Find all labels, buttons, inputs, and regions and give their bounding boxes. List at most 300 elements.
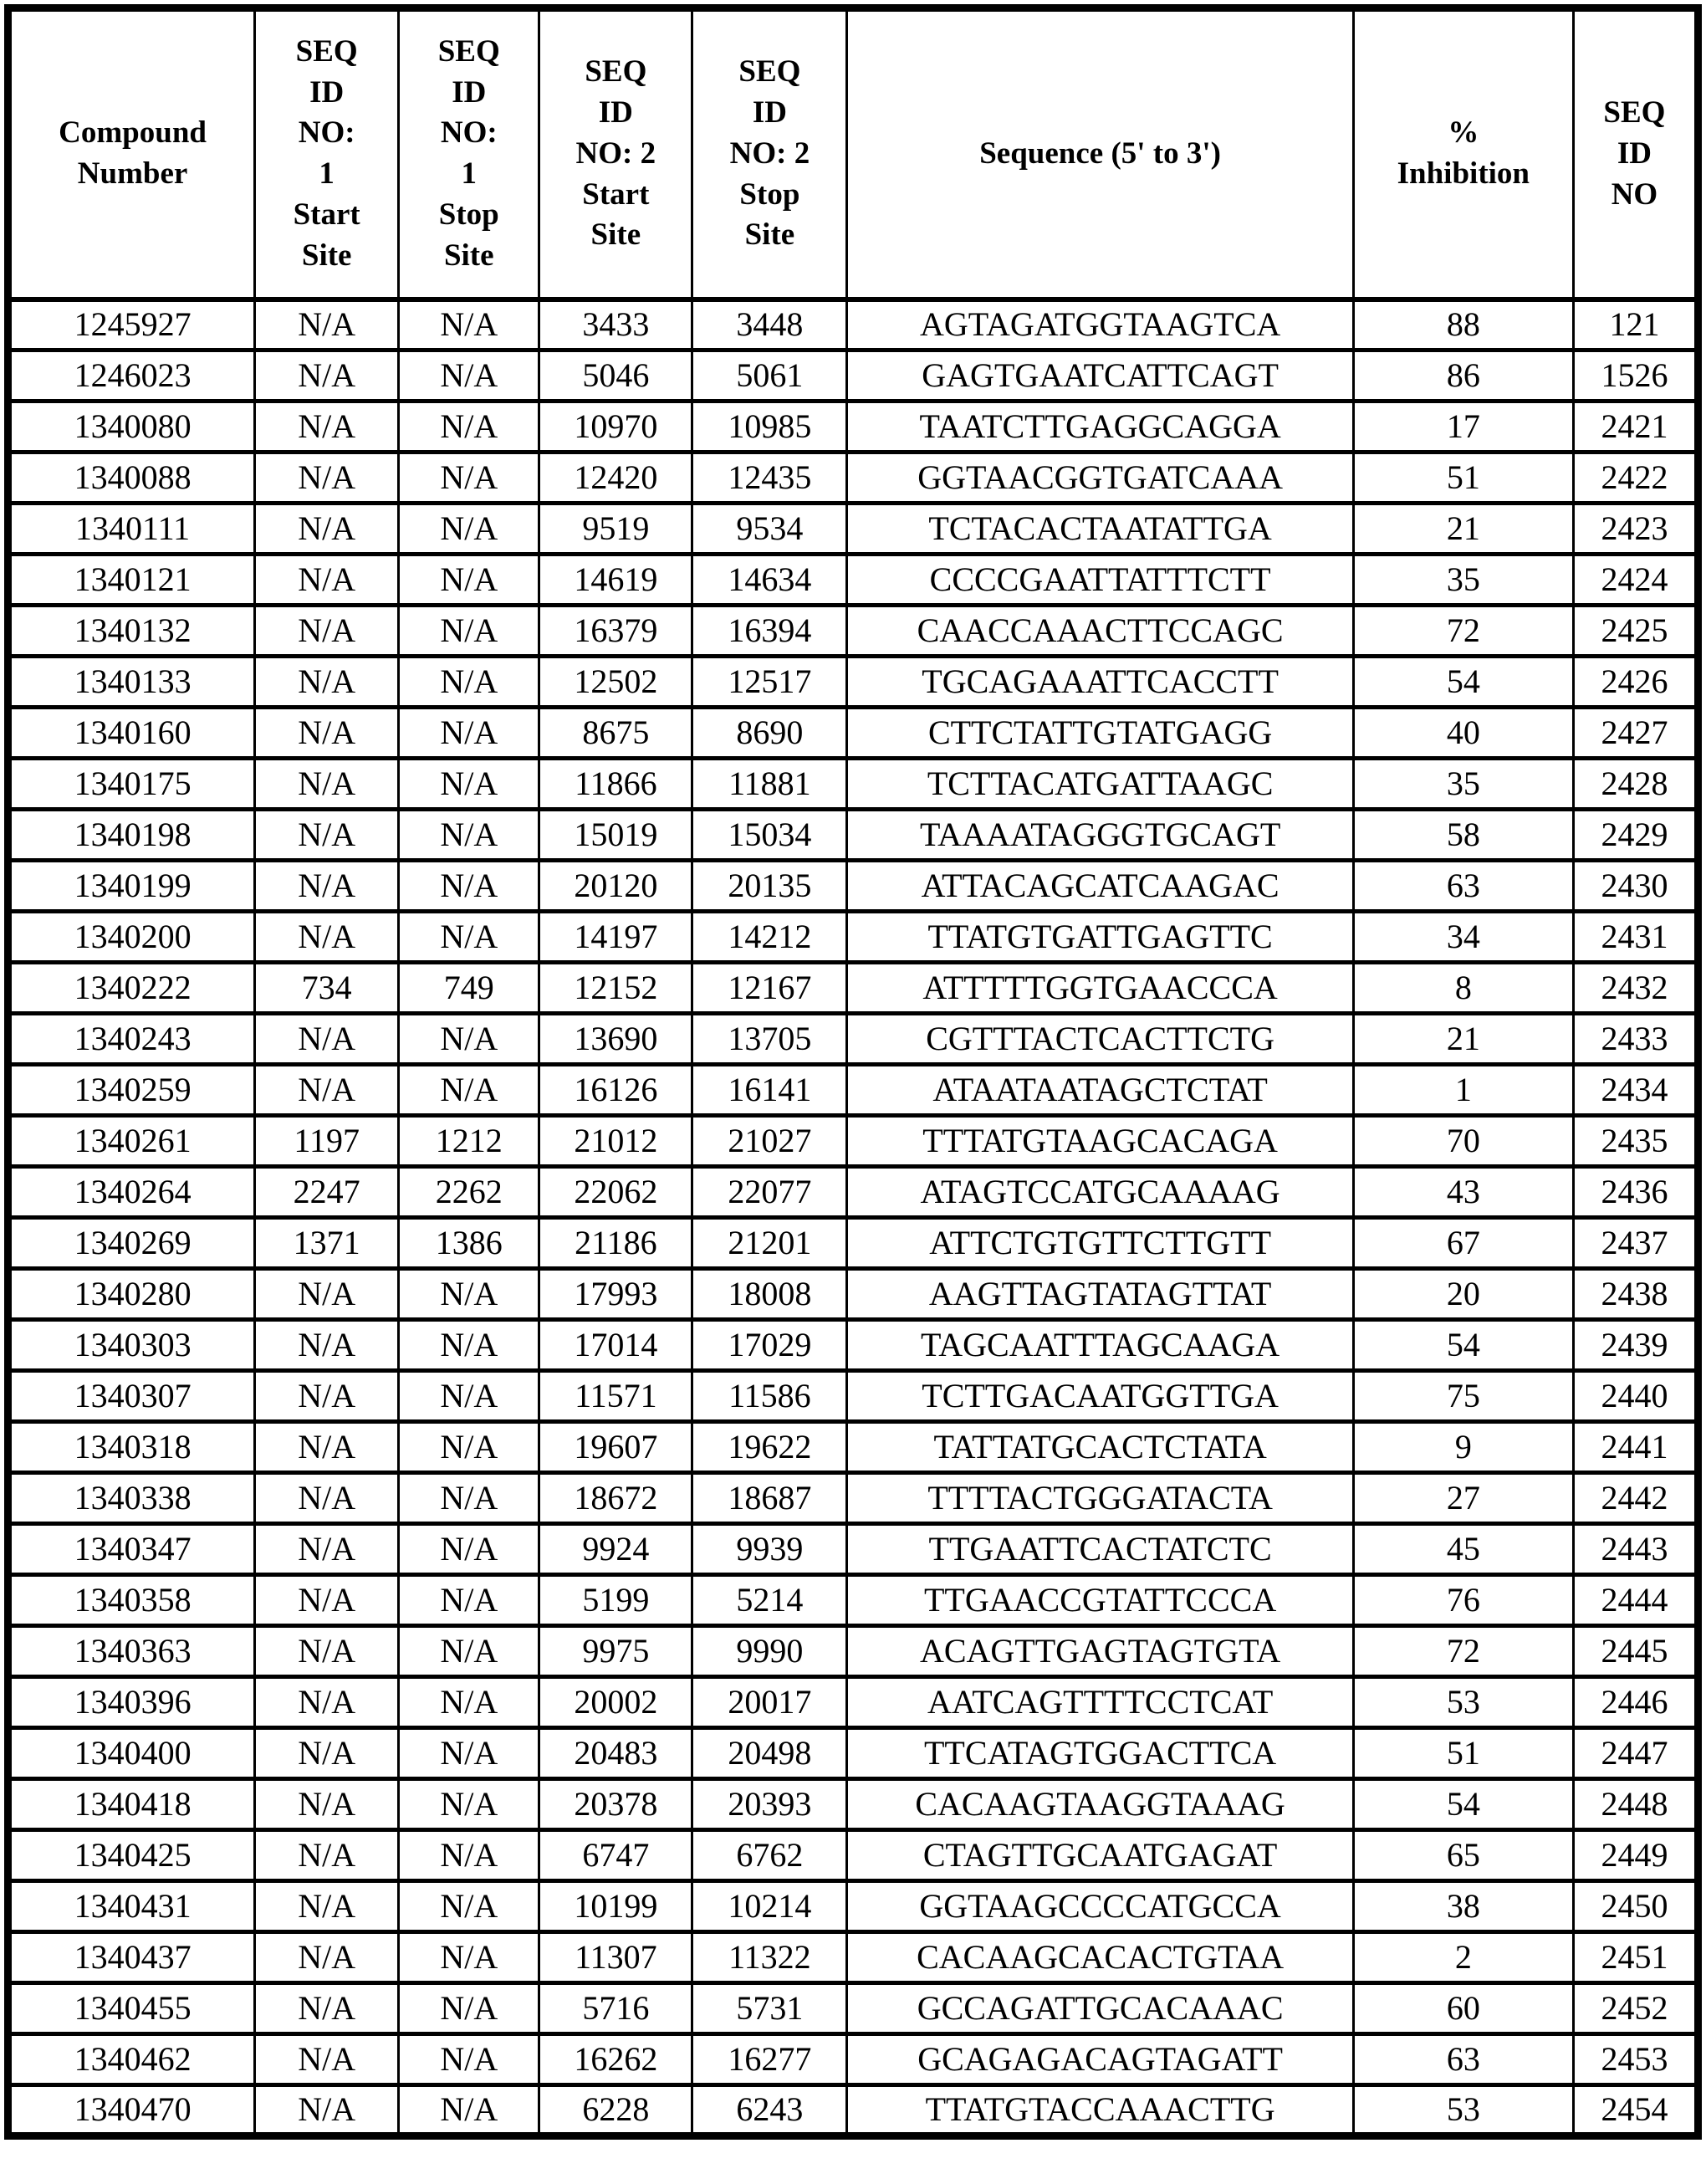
cell-seq2-start-site: 9519 [539, 504, 692, 555]
cell-percent-inhibition: 88 [1353, 299, 1573, 350]
cell-seq2-stop-site: 16394 [692, 606, 847, 657]
cell-sequence: GCCAGATTGCACAAAC [847, 1983, 1353, 2034]
table-row [8, 1422, 1698, 1473]
cell-seq1-start-site: N/A [255, 1065, 399, 1116]
cell-percent-inhibition: 20 [1353, 1269, 1573, 1320]
cell-seq2-start-site: 14197 [539, 912, 692, 963]
cell-compound-number: 1340431 [8, 1881, 255, 1932]
table-row [8, 1473, 1698, 1524]
cell-seq2-stop-site: 13705 [692, 1014, 847, 1065]
cell-percent-inhibition: 72 [1353, 606, 1573, 657]
table-row [8, 504, 1698, 555]
cell-compound-number: 1340269 [8, 1218, 255, 1269]
cell-seq1-stop-site: 2262 [399, 1167, 539, 1218]
cell-seq2-start-site: 8675 [539, 708, 692, 759]
cell-seq2-start-site: 6747 [539, 1830, 692, 1881]
cell-sequence: ATAATAATAGCTCTAT [847, 1065, 1353, 1116]
table-body [8, 299, 1698, 2136]
cell-seq2-stop-site: 11881 [692, 759, 847, 810]
cell-seq2-stop-site: 21027 [692, 1116, 847, 1167]
cell-seq-id-no: 2445 [1573, 1626, 1698, 1677]
cell-sequence: GGTAACGGTGATCAAA [847, 453, 1353, 504]
cell-compound-number: 1340199 [8, 861, 255, 912]
cell-sequence: TTTTACTGGGATACTA [847, 1473, 1353, 1524]
cell-seq2-stop-site: 18008 [692, 1269, 847, 1320]
cell-seq-id-no: 2439 [1573, 1320, 1698, 1371]
cell-percent-inhibition: 75 [1353, 1371, 1573, 1422]
cell-seq-id-no: 2449 [1573, 1830, 1698, 1881]
cell-seq-id-no: 2447 [1573, 1728, 1698, 1779]
cell-seq2-stop-site: 14634 [692, 555, 847, 606]
cell-seq1-stop-site: N/A [399, 1779, 539, 1830]
cell-seq2-start-site: 19607 [539, 1422, 692, 1473]
cell-compound-number: 1340222 [8, 963, 255, 1014]
cell-compound-number: 1340462 [8, 2034, 255, 2085]
cell-percent-inhibition: 9 [1353, 1422, 1573, 1473]
cell-seq-id-no: 2441 [1573, 1422, 1698, 1473]
cell-seq1-stop-site: N/A [399, 2085, 539, 2136]
table-row [8, 2085, 1698, 2136]
cell-sequence: CTAGTTGCAATGAGAT [847, 1830, 1353, 1881]
cell-percent-inhibition: 40 [1353, 708, 1573, 759]
cell-percent-inhibition: 53 [1353, 1677, 1573, 1728]
cell-percent-inhibition: 54 [1353, 657, 1573, 708]
cell-seq1-start-site: N/A [255, 1575, 399, 1626]
cell-seq2-stop-site: 5061 [692, 350, 847, 402]
cell-seq2-start-site: 9975 [539, 1626, 692, 1677]
cell-sequence: ATTTTTGGTGAACCCA [847, 963, 1353, 1014]
cell-seq1-start-site: 1371 [255, 1218, 399, 1269]
cell-compound-number: 1340303 [8, 1320, 255, 1371]
cell-seq1-stop-site: N/A [399, 810, 539, 861]
cell-seq1-stop-site: N/A [399, 1371, 539, 1422]
cell-seq1-start-site: N/A [255, 708, 399, 759]
cell-seq2-start-site: 20483 [539, 1728, 692, 1779]
cell-seq-id-no: 2448 [1573, 1779, 1698, 1830]
cell-seq1-stop-site: N/A [399, 912, 539, 963]
cell-seq2-start-site: 17014 [539, 1320, 692, 1371]
cell-seq-id-no: 2436 [1573, 1167, 1698, 1218]
cell-sequence: CACAAGTAAGGTAAAG [847, 1779, 1353, 1830]
cell-percent-inhibition: 38 [1353, 1881, 1573, 1932]
cell-seq-id-no: 2453 [1573, 2034, 1698, 2085]
cell-compound-number: 1340080 [8, 402, 255, 453]
cell-seq2-stop-site: 8690 [692, 708, 847, 759]
cell-seq1-start-site: N/A [255, 1422, 399, 1473]
cell-seq1-start-site: N/A [255, 1269, 399, 1320]
cell-seq-id-no: 2429 [1573, 810, 1698, 861]
cell-seq2-stop-site: 10985 [692, 402, 847, 453]
table-row [8, 1167, 1698, 1218]
cell-sequence: ACAGTTGAGTAGTGTA [847, 1626, 1353, 1677]
cell-seq2-stop-site: 12517 [692, 657, 847, 708]
cell-seq2-start-site: 16126 [539, 1065, 692, 1116]
cell-compound-number: 1340396 [8, 1677, 255, 1728]
cell-seq2-stop-site: 16141 [692, 1065, 847, 1116]
cell-seq1-stop-site: N/A [399, 1932, 539, 1983]
cell-seq1-stop-site: N/A [399, 1065, 539, 1116]
cell-seq2-start-site: 12502 [539, 657, 692, 708]
cell-sequence: TTATGTGATTGAGTTC [847, 912, 1353, 963]
cell-seq2-stop-site: 14212 [692, 912, 847, 963]
table-header [8, 8, 1698, 299]
cell-seq-id-no: 2433 [1573, 1014, 1698, 1065]
cell-sequence: GAGTGAATCATTCAGT [847, 350, 1353, 402]
cell-seq2-start-site: 20120 [539, 861, 692, 912]
header-seq1-stop-site: SEQ ID NO: 1 Stop Site [399, 8, 539, 299]
cell-seq2-stop-site: 12167 [692, 963, 847, 1014]
cell-seq1-stop-site: N/A [399, 1677, 539, 1728]
cell-percent-inhibition: 1 [1353, 1065, 1573, 1116]
table-row [8, 963, 1698, 1014]
cell-seq1-start-site: N/A [255, 1626, 399, 1677]
cell-seq1-start-site: N/A [255, 1881, 399, 1932]
cell-seq2-start-site: 5046 [539, 350, 692, 402]
cell-seq1-stop-site: N/A [399, 453, 539, 504]
cell-percent-inhibition: 76 [1353, 1575, 1573, 1626]
cell-seq1-start-site: N/A [255, 350, 399, 402]
table-row [8, 1014, 1698, 1065]
cell-seq1-start-site: N/A [255, 2085, 399, 2136]
cell-seq2-start-site: 5716 [539, 1983, 692, 2034]
cell-seq2-start-site: 17993 [539, 1269, 692, 1320]
table-row [8, 912, 1698, 963]
cell-percent-inhibition: 70 [1353, 1116, 1573, 1167]
cell-compound-number: 1340261 [8, 1116, 255, 1167]
cell-seq2-stop-site: 20393 [692, 1779, 847, 1830]
cell-seq1-stop-site: N/A [399, 657, 539, 708]
cell-compound-number: 1340437 [8, 1932, 255, 1983]
cell-seq1-stop-site: 1212 [399, 1116, 539, 1167]
cell-seq-id-no: 2424 [1573, 555, 1698, 606]
cell-percent-inhibition: 21 [1353, 504, 1573, 555]
cell-seq2-stop-site: 22077 [692, 1167, 847, 1218]
cell-seq-id-no: 2437 [1573, 1218, 1698, 1269]
cell-compound-number: 1340132 [8, 606, 255, 657]
cell-compound-number: 1340425 [8, 1830, 255, 1881]
cell-compound-number: 1245927 [8, 299, 255, 350]
cell-sequence: TAAAATAGGGTGCAGT [847, 810, 1353, 861]
cell-seq2-start-site: 5199 [539, 1575, 692, 1626]
header-row [8, 8, 1698, 299]
cell-sequence: TCTTACATGATTAAGC [847, 759, 1353, 810]
cell-seq1-stop-site: N/A [399, 606, 539, 657]
cell-sequence: GGTAAGCCCCATGCCA [847, 1881, 1353, 1932]
cell-sequence: TCTACACTAATATTGA [847, 504, 1353, 555]
cell-percent-inhibition: 51 [1353, 453, 1573, 504]
table-row [8, 1932, 1698, 1983]
cell-compound-number: 1340347 [8, 1524, 255, 1575]
cell-seq-id-no: 2452 [1573, 1983, 1698, 2034]
cell-sequence: CCCCGAATTATTTCTT [847, 555, 1353, 606]
cell-compound-number: 1340363 [8, 1626, 255, 1677]
cell-seq2-stop-site: 20017 [692, 1677, 847, 1728]
cell-seq1-start-site: 2247 [255, 1167, 399, 1218]
cell-seq1-stop-site: 749 [399, 963, 539, 1014]
cell-seq1-start-site: N/A [255, 912, 399, 963]
cell-compound-number: 1340338 [8, 1473, 255, 1524]
table-row [8, 708, 1698, 759]
cell-percent-inhibition: 58 [1353, 810, 1573, 861]
cell-seq2-stop-site: 11322 [692, 1932, 847, 1983]
cell-sequence: TTATGTACCAAACTTG [847, 2085, 1353, 2136]
cell-seq-id-no: 2446 [1573, 1677, 1698, 1728]
cell-seq-id-no: 2427 [1573, 708, 1698, 759]
table-row [8, 1320, 1698, 1371]
cell-sequence: TTTATGTAAGCACAGA [847, 1116, 1353, 1167]
cell-seq2-start-site: 3433 [539, 299, 692, 350]
cell-sequence: TTGAATTCACTATCTC [847, 1524, 1353, 1575]
cell-seq1-start-site: N/A [255, 1473, 399, 1524]
compound-sequence-table [4, 4, 1702, 2140]
cell-seq1-stop-site: N/A [399, 1983, 539, 2034]
cell-seq1-start-site: N/A [255, 402, 399, 453]
cell-sequence: AAGTTAGTATAGTTAT [847, 1269, 1353, 1320]
cell-seq2-stop-site: 9939 [692, 1524, 847, 1575]
table-row [8, 350, 1698, 402]
table-row [8, 1575, 1698, 1626]
cell-compound-number: 1340400 [8, 1728, 255, 1779]
cell-seq2-start-site: 16262 [539, 2034, 692, 2085]
header-seq2-start-site: SEQ ID NO: 2 Start Site [539, 8, 692, 299]
cell-percent-inhibition: 63 [1353, 861, 1573, 912]
cell-seq-id-no: 2450 [1573, 1881, 1698, 1932]
cell-sequence: CACAAGCACACTGTAA [847, 1932, 1353, 1983]
cell-seq1-start-site: N/A [255, 1830, 399, 1881]
cell-seq2-start-site: 6228 [539, 2085, 692, 2136]
table-row [8, 861, 1698, 912]
cell-sequence: ATAGTCCATGCAAAAG [847, 1167, 1353, 1218]
header-percent-inhibition: % Inhibition [1353, 8, 1573, 299]
table-row [8, 2034, 1698, 2085]
cell-compound-number: 1340175 [8, 759, 255, 810]
cell-seq2-start-site: 15019 [539, 810, 692, 861]
table-row [8, 402, 1698, 453]
cell-seq2-start-site: 14619 [539, 555, 692, 606]
cell-seq1-stop-site: N/A [399, 1728, 539, 1779]
cell-seq1-stop-site: N/A [399, 861, 539, 912]
header-compound-number: Compound Number [8, 8, 255, 299]
cell-seq2-start-site: 20002 [539, 1677, 692, 1728]
cell-sequence: CGTTTACTCACTTCTG [847, 1014, 1353, 1065]
cell-seq1-stop-site: N/A [399, 1422, 539, 1473]
table-row [8, 1218, 1698, 1269]
cell-compound-number: 1340280 [8, 1269, 255, 1320]
cell-seq-id-no: 121 [1573, 299, 1698, 350]
cell-seq1-stop-site: N/A [399, 1626, 539, 1677]
cell-compound-number: 1340200 [8, 912, 255, 963]
cell-seq2-stop-site: 11586 [692, 1371, 847, 1422]
cell-seq2-start-site: 18672 [539, 1473, 692, 1524]
cell-compound-number: 1340307 [8, 1371, 255, 1422]
cell-percent-inhibition: 51 [1353, 1728, 1573, 1779]
cell-seq-id-no: 2438 [1573, 1269, 1698, 1320]
cell-seq-id-no: 2421 [1573, 402, 1698, 453]
cell-sequence: CAACCAAACTTCCAGC [847, 606, 1353, 657]
table-row [8, 1881, 1698, 1932]
cell-seq2-stop-site: 5214 [692, 1575, 847, 1626]
cell-seq1-start-site: N/A [255, 1983, 399, 2034]
cell-percent-inhibition: 2 [1353, 1932, 1573, 1983]
cell-seq1-start-site: N/A [255, 504, 399, 555]
header-seq1-start-site: SEQ ID NO: 1 Start Site [255, 8, 399, 299]
cell-percent-inhibition: 34 [1353, 912, 1573, 963]
cell-seq2-stop-site: 10214 [692, 1881, 847, 1932]
cell-seq2-stop-site: 9534 [692, 504, 847, 555]
cell-seq2-stop-site: 18687 [692, 1473, 847, 1524]
cell-seq1-start-site: N/A [255, 759, 399, 810]
cell-seq2-stop-site: 12435 [692, 453, 847, 504]
cell-seq1-start-site: N/A [255, 1014, 399, 1065]
cell-percent-inhibition: 53 [1353, 2085, 1573, 2136]
cell-seq1-start-site: N/A [255, 810, 399, 861]
cell-compound-number: 1246023 [8, 350, 255, 402]
cell-seq2-start-site: 11571 [539, 1371, 692, 1422]
table-row [8, 1983, 1698, 2034]
table-row [8, 606, 1698, 657]
cell-seq2-stop-site: 6243 [692, 2085, 847, 2136]
table-row [8, 299, 1698, 350]
table-row [8, 657, 1698, 708]
cell-compound-number: 1340418 [8, 1779, 255, 1830]
cell-compound-number: 1340259 [8, 1065, 255, 1116]
table-row [8, 1116, 1698, 1167]
cell-seq1-start-site: N/A [255, 1728, 399, 1779]
cell-percent-inhibition: 54 [1353, 1779, 1573, 1830]
cell-seq2-start-site: 20378 [539, 1779, 692, 1830]
cell-seq-id-no: 2434 [1573, 1065, 1698, 1116]
cell-seq-id-no: 2423 [1573, 504, 1698, 555]
cell-seq2-stop-site: 6762 [692, 1830, 847, 1881]
cell-seq-id-no: 2440 [1573, 1371, 1698, 1422]
cell-percent-inhibition: 27 [1353, 1473, 1573, 1524]
cell-seq1-stop-site: N/A [399, 2034, 539, 2085]
cell-percent-inhibition: 67 [1353, 1218, 1573, 1269]
cell-compound-number: 1340111 [8, 504, 255, 555]
cell-seq1-start-site: N/A [255, 606, 399, 657]
cell-compound-number: 1340318 [8, 1422, 255, 1473]
cell-seq2-start-site: 12420 [539, 453, 692, 504]
cell-percent-inhibition: 21 [1353, 1014, 1573, 1065]
cell-seq2-stop-site: 5731 [692, 1983, 847, 2034]
header-seq-id-no: SEQ ID NO [1573, 8, 1698, 299]
cell-compound-number: 1340088 [8, 453, 255, 504]
header-sequence: Sequence (5' to 3') [847, 8, 1353, 299]
table-row [8, 1524, 1698, 1575]
cell-seq1-start-site: N/A [255, 1371, 399, 1422]
cell-seq2-stop-site: 19622 [692, 1422, 847, 1473]
cell-seq-id-no: 2422 [1573, 453, 1698, 504]
cell-seq-id-no: 2454 [1573, 2085, 1698, 2136]
cell-percent-inhibition: 8 [1353, 963, 1573, 1014]
cell-seq2-start-site: 16379 [539, 606, 692, 657]
cell-seq2-stop-site: 21201 [692, 1218, 847, 1269]
cell-seq1-stop-site: N/A [399, 1014, 539, 1065]
cell-percent-inhibition: 60 [1353, 1983, 1573, 2034]
cell-compound-number: 1340121 [8, 555, 255, 606]
cell-seq1-start-site: N/A [255, 299, 399, 350]
table-row [8, 1065, 1698, 1116]
cell-compound-number: 1340160 [8, 708, 255, 759]
cell-sequence: TAGCAATTTAGCAAGA [847, 1320, 1353, 1371]
cell-percent-inhibition: 65 [1353, 1830, 1573, 1881]
cell-seq1-stop-site: N/A [399, 402, 539, 453]
table-row [8, 1677, 1698, 1728]
cell-seq2-stop-site: 20498 [692, 1728, 847, 1779]
table-row [8, 555, 1698, 606]
cell-sequence: AGTAGATGGTAAGTCA [847, 299, 1353, 350]
cell-seq1-start-site: N/A [255, 1677, 399, 1728]
cell-percent-inhibition: 72 [1353, 1626, 1573, 1677]
cell-seq2-start-site: 11307 [539, 1932, 692, 1983]
cell-percent-inhibition: 54 [1353, 1320, 1573, 1371]
cell-sequence: GCAGAGACAGTAGATT [847, 2034, 1353, 2085]
cell-seq1-start-site: N/A [255, 1524, 399, 1575]
cell-seq-id-no: 2442 [1573, 1473, 1698, 1524]
cell-sequence: TAATCTTGAGGCAGGA [847, 402, 1353, 453]
cell-seq2-stop-site: 16277 [692, 2034, 847, 2085]
cell-seq-id-no: 1526 [1573, 350, 1698, 402]
cell-seq1-stop-site: N/A [399, 555, 539, 606]
cell-seq1-stop-site: N/A [399, 759, 539, 810]
cell-sequence: CTTCTATTGTATGAGG [847, 708, 1353, 759]
cell-seq1-stop-site: N/A [399, 350, 539, 402]
cell-sequence: TCTTGACAATGGTTGA [847, 1371, 1353, 1422]
cell-seq2-start-site: 10199 [539, 1881, 692, 1932]
table-row [8, 1269, 1698, 1320]
cell-seq1-start-site: 1197 [255, 1116, 399, 1167]
cell-seq2-stop-site: 15034 [692, 810, 847, 861]
cell-seq1-start-site: N/A [255, 2034, 399, 2085]
cell-sequence: TTCATAGTGGACTTCA [847, 1728, 1353, 1779]
table-row [8, 1779, 1698, 1830]
cell-seq2-start-site: 11866 [539, 759, 692, 810]
cell-seq-id-no: 2425 [1573, 606, 1698, 657]
cell-seq1-stop-site: N/A [399, 1881, 539, 1932]
cell-seq1-start-site: N/A [255, 1932, 399, 1983]
cell-seq1-stop-site: N/A [399, 504, 539, 555]
cell-percent-inhibition: 17 [1353, 402, 1573, 453]
cell-seq2-start-site: 21012 [539, 1116, 692, 1167]
cell-seq1-start-site: N/A [255, 453, 399, 504]
cell-compound-number: 1340198 [8, 810, 255, 861]
table-row [8, 1626, 1698, 1677]
cell-seq1-start-site: N/A [255, 555, 399, 606]
cell-seq-id-no: 2431 [1573, 912, 1698, 963]
cell-seq-id-no: 2426 [1573, 657, 1698, 708]
table-row [8, 453, 1698, 504]
cell-seq2-stop-site: 20135 [692, 861, 847, 912]
cell-compound-number: 1340243 [8, 1014, 255, 1065]
cell-compound-number: 1340133 [8, 657, 255, 708]
cell-seq2-start-site: 13690 [539, 1014, 692, 1065]
cell-percent-inhibition: 43 [1353, 1167, 1573, 1218]
cell-percent-inhibition: 45 [1353, 1524, 1573, 1575]
table-row [8, 1728, 1698, 1779]
cell-seq-id-no: 2432 [1573, 963, 1698, 1014]
cell-sequence: TGCAGAAATTCACCTT [847, 657, 1353, 708]
cell-seq2-start-site: 9924 [539, 1524, 692, 1575]
cell-percent-inhibition: 86 [1353, 350, 1573, 402]
table-row [8, 810, 1698, 861]
cell-seq1-start-site: N/A [255, 657, 399, 708]
cell-compound-number: 1340264 [8, 1167, 255, 1218]
cell-sequence: ATTCTGTGTTCTTGTT [847, 1218, 1353, 1269]
cell-seq-id-no: 2435 [1573, 1116, 1698, 1167]
cell-percent-inhibition: 63 [1353, 2034, 1573, 2085]
cell-seq1-stop-site: N/A [399, 299, 539, 350]
cell-sequence: TATTATGCACTCTATA [847, 1422, 1353, 1473]
